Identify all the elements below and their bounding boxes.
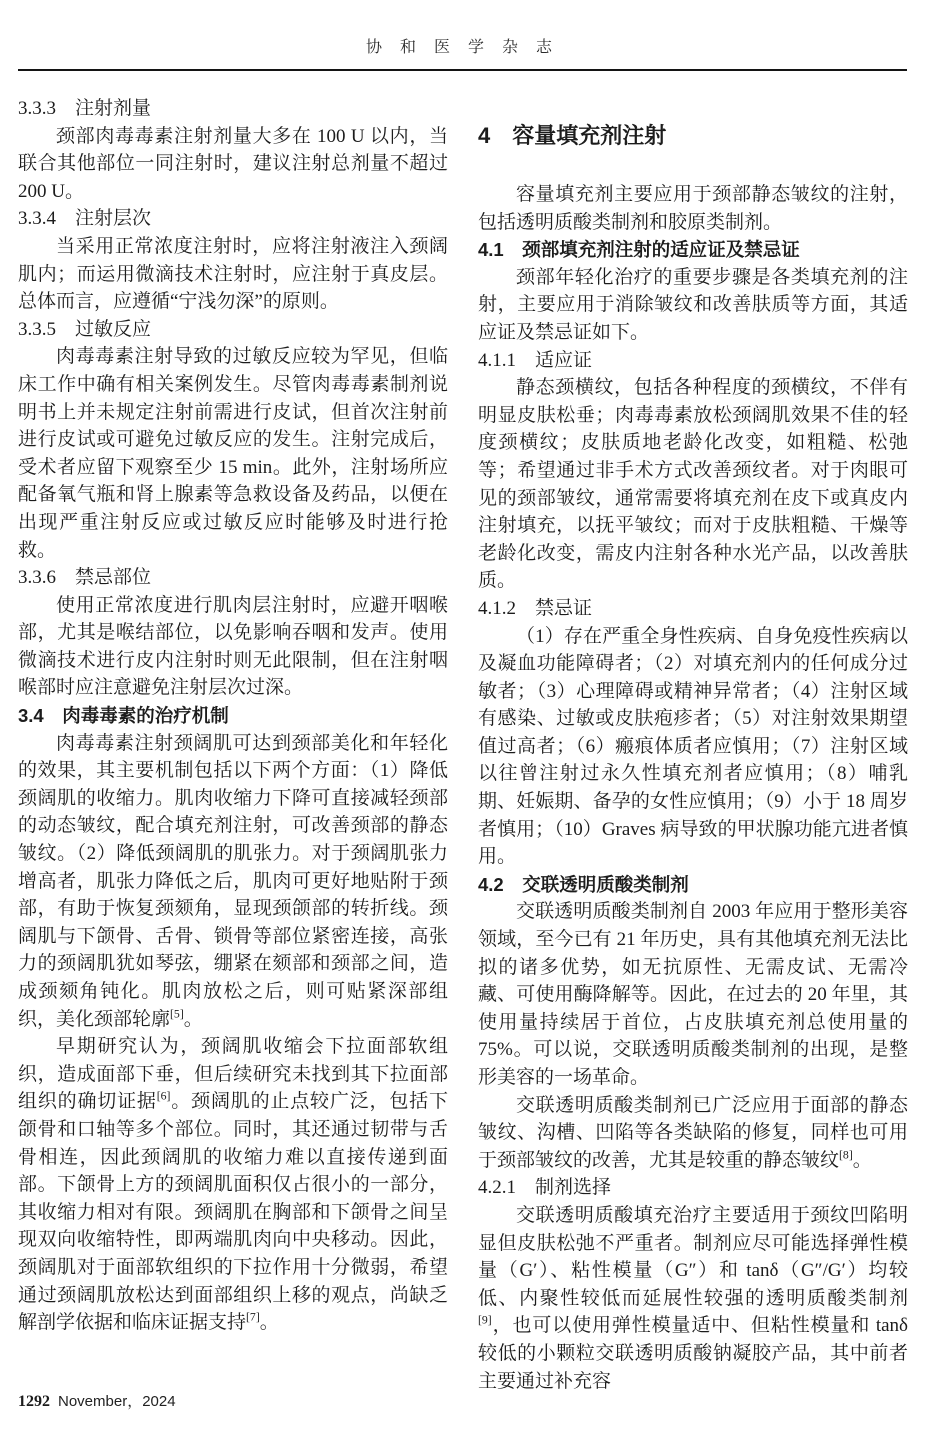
- page-footer: [18, 1390, 176, 1411]
- article-body: [18, 95, 908, 1395]
- subsubsection-heading: 3.3.6 禁忌部位: [18, 567, 152, 589]
- paragraph: （1）存在严重全身性疾病、自身免疫性疾病以及凝血功能障碍者；（2）对填充剂内的任何成分过敏者；（3）心理障碍或精神异常者；（4）注射区域有感染、过敏或皮肤疱疹者；（5）对注射效果期望值过高者；（6）瘢痕体质者应慎用；（7）注射区域以往曾注射过永久性填充剂者应慎用；（8）哺乳期、妊娠期、备孕的女性应慎用；（9）小于 18 周岁者慎用；（10）Graves 病导致的甲状腺功能亢进者慎用。: [478, 625, 908, 868]
- citation-ref: [9]: [478, 1314, 492, 1328]
- subsubsection-heading: 4.1.1 适应证: [478, 349, 593, 371]
- paragraph: 交联透明质酸填充治疗主要适用于颈纹凹陷明显但皮肤松弛不严重者。制剂应尽可能选择弹性模量（G′）、粘性模量（G″）和 tanδ（G″/G′）均较低、内聚性较低而延展性较强的透明质酸类制剂[9]，也可以使用弹性模量适中、但粘性模量和 tanδ 较低的小颗粒交联透明质酸钠凝胶产品，其中前者主要通过补充容: [478, 1204, 908, 1392]
- journal-title: 协 和 医 学 杂 志: [365, 39, 559, 56]
- subsubsection-heading: 3.3.3 注射剂量: [18, 98, 152, 119]
- paragraph: 容量填充剂主要应用于颈部静态皱纹的注射，包括透明质酸类制剂和胶原类制剂。: [478, 184, 908, 233]
- header-divider: [18, 69, 907, 71]
- citation-ref: [8]: [839, 1148, 853, 1162]
- paragraph: 当采用正常浓度注射时，应将注射液注入颈阔肌内；而运用微滴技术注射时，应注射于真皮层。总体而言，应遵循“宁浅勿深”的原则。: [18, 235, 448, 313]
- subsubsection-heading: 4.2.1 制剂选择: [478, 1177, 612, 1199]
- right-column: [478, 95, 908, 1395]
- paragraph: 交联透明质酸类制剂已广泛应用于面部的静态皱纹、沟槽、凹陷等各类缺陷的修复，同样也可用于颈部皱纹的改善，尤其是较重的静态皱纹[8]。: [478, 1094, 908, 1171]
- left-column: [18, 95, 448, 1395]
- paragraph: 静态颈横纹，包括各种程度的颈横纹，不伴有明显皮肤松垂；肉毒毒素放松颈阔肌效果不佳的轻度颈横纹；皮肤质地老龄化改变，如粗糙、松弛等；希望通过非手术方式改善颈纹者。对于肉眼可见的颈部皱纹，通常需要将填充剂在皮下或真皮内注射填充，以抚平皱纹；而对于皮肤粗糙、干燥等老龄化改变，需皮内注射各种水光产品，以改善肤质。: [478, 377, 908, 592]
- subsubsection-heading: 4.1.2 禁忌证: [478, 597, 593, 619]
- subsection-heading: 3.4 肉毒毒素的治疗机制: [18, 705, 229, 727]
- issue-date: November，2024: [58, 1393, 176, 1410]
- subsection-heading: 4.1 颈部填充剂注射的适应证及禁忌证: [478, 239, 800, 261]
- subsection-heading: 4.2 交联透明质酸类制剂: [478, 873, 689, 895]
- paragraph: 肉毒毒素注射导致的过敏反应较为罕见，但临床工作中确有相关案例发生。尽管肉毒毒素制剂说明书上并未规定注射前需进行皮试，但首次注射前进行皮试或可避免过敏反应的发生。注射完成后，受术者应留下观察至少 15 min。此外，注射场所应配备氧气瓶和肾上腺素等急救设备及药品，以便在出现严重注射反应或过敏反应时能够及时进行抢救。: [18, 346, 448, 561]
- paragraph: 早期研究认为，颈阔肌收缩会下拉面部软组织，造成面部下垂，但后续研究未找到其下拉面部组织的确切证据[6]。颈阔肌的止点较广泛，包括下颌骨和口轴等多个部位。同时，其还通过韧带与舌骨相连，因此颈阔肌的收缩力难以直接传递到面部。下颌骨上方的颈阔肌面积仅占很小的一部分，其收缩力相对有限。颈阔肌在胸部和下颌骨之间呈现双向收缩特性，即两端肌肉向中央移动。因此，颈阔肌对于面部软组织的下拉作用十分微弱，希望通过颈阔肌放松达到面部组织上移的观点，尚缺乏解剖学依据和临床证据支持[7]。: [18, 1036, 448, 1334]
- page-number: 1292: [18, 1393, 50, 1410]
- paragraph: 颈部年轻化治疗的重要步骤是各类填充剂的注射，主要应用于消除皱纹和改善肤质等方面，其适应证及禁忌证如下。: [478, 266, 908, 343]
- paragraph: 使用正常浓度进行肌肉层注射时，应避开咽喉部，尤其是喉结部位，以免影响吞咽和发声。使用微滴技术进行皮内注射时则无此限制，但在注射咽喉部时应注意避免注射层次过深。: [18, 594, 448, 699]
- paragraph: 颈部肉毒毒素注射剂量大多在 100 U 以内，当联合其他部位一同注射时，建议注射总剂量不超过 200 U。: [18, 125, 448, 202]
- paragraph: 肉毒毒素注射颈阔肌可达到颈部美化和年轻化的效果，其主要机制包括以下两个方面：（1）降低颈阔肌的收缩力。肌肉收缩力下降可直接减轻颈部的动态皱纹，配合填充剂注射，可改善颈部的静态皱纹。（2）降低颈阔肌的肌张力。对于颈阔肌张力增高者，肌张力降低之后，肌肉可更好地贴附于颈部，有助于恢复颈颏角，显现颈颌部的转折线。颈阔肌与下颌骨、舌骨、锁骨等部位紧密连接，高张力的颈阔肌犹如琴弦，绷紧在颏部和颈部之间，造成颈颏角钝化。肌肉放松之后，则可贴紧深部组织，美化颈部轮廓[5]。: [18, 732, 448, 1030]
- paragraph: 交联透明质酸类制剂自 2003 年应用于整形美容领域，至今已有 21 年历史，具有其他填充剂无法比拟的诸多优势，如无抗原性、无需皮试、无需冷藏、可使用酶降解等。因此，在过去的 20 年里，其使用量持续居于首位，占皮肤填充剂总使用量的 75%。可以说，交联透明质酸类制剂的出现，是整形美容的一场革命。: [478, 901, 908, 1088]
- citation-ref: [7]: [246, 1310, 260, 1324]
- subsubsection-heading: 3.3.5 过敏反应: [18, 318, 152, 340]
- citation-ref: [6]: [156, 1090, 171, 1104]
- citation-ref: [5]: [170, 1007, 184, 1021]
- subsubsection-heading: 3.3.4 注射层次: [18, 208, 152, 230]
- section-heading: 4 容量填充剂注射: [478, 123, 667, 148]
